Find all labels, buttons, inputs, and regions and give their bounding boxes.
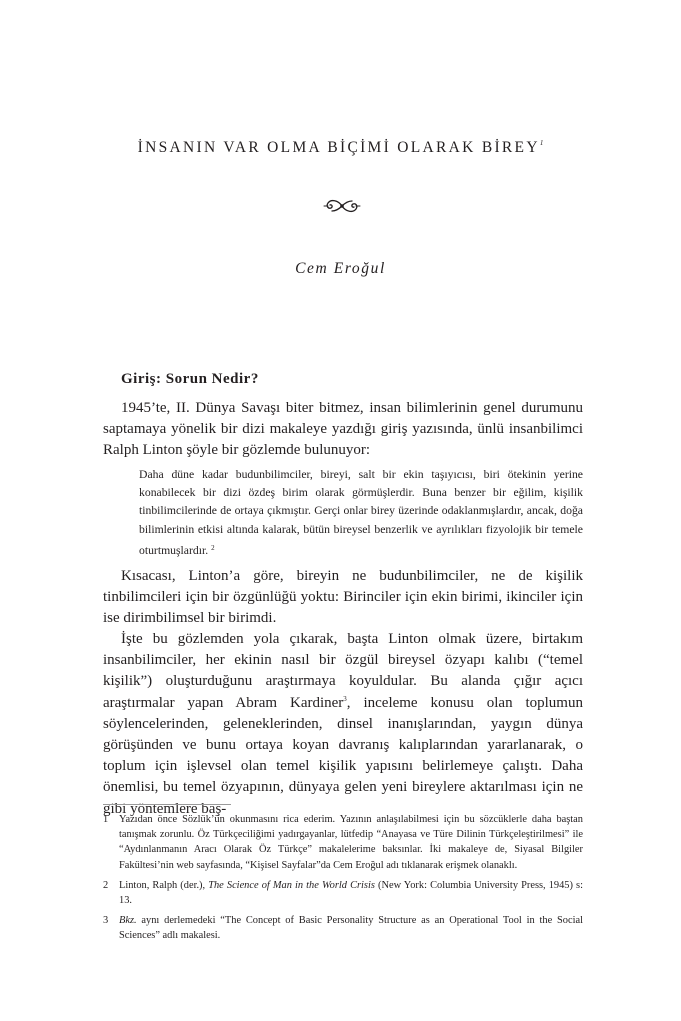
footnote-book-title: The Science of Man in the World Crisis (208, 879, 375, 891)
footnote-number: 3 (103, 915, 109, 927)
footnote-text: Yazıdan önce Sözlük’ün okunmasını rica ederim. Yazının anlaşılabilmesi için bu sözcüklerle daha baştan tanışmak zorunlu. Öz Türkçeciliğimi yadırgayanlar, lütfedip “Anayasa ve Türe Dilinin Türkçeleştirilmesi” ile “Aydınlanmanın Aracı Olarak Öz Türkçe” makalelerime baksınlar. İki makaleye de, Siyasal Bilgiler Fakültesi’nin web sayfasında, “Kişisel Sayfalar”da Cem Eroğul adı tıklanarak erişmek olanaklı. (119, 814, 583, 871)
footnote-number: 1 (103, 814, 109, 825)
quote-footnote-ref[interactable]: 2 (211, 543, 215, 552)
paragraph-2: Kısacası, Linton’a göre, bireyin ne budunbilimciler, ne de kişilik tinbilimcileri için bir özgünlüğü yoktu: Birinciler için ekin birimi, ikinciler için ise dirimbilimsel bir birimdi. (103, 568, 583, 627)
paragraph-3-text-a: İşte bu gözlemden yola çıkarak, başta Linton olmak üzere, birtakım insanbilimciler, her ekinin nasıl bir özgül bireysel özyapı kalıbı (“temel kişilik”) oluşturduğunu araştırmaya koyuldular. Bu alanda çığır açıcı araştırmalar yapan Abram Kardiner (103, 631, 583, 711)
block-quote (139, 466, 583, 560)
chapter-title-text: İNSANIN VAR OLMA BİÇİMİ OLARAK BİREY (137, 139, 540, 156)
footnote-1 (103, 812, 583, 873)
paragraph-3 (103, 629, 583, 820)
paragraph-1: 1945’te, II. Dünya Savaşı biter bitmez, insan bilimlerinin genel durumunu saptamaya yönelik bir dizi makaleye yazdığı giriş yazısında, ünlü insanbilimci Ralph Linton şöyle bir gözlemde bulunuyor: (103, 400, 583, 459)
footnote-divider (103, 804, 231, 805)
kardiner-footnote-ref[interactable]: 3 (343, 694, 347, 703)
title-footnote-ref[interactable]: 1 (539, 139, 544, 147)
footnote-text-end: (New York: Columbia University Press, 1945) s: 13. (119, 879, 583, 907)
section-heading: Giriş: Sorun Nedir? (121, 371, 259, 387)
footnote-abbrev: Bkz. (119, 915, 137, 927)
footnote-2 (103, 878, 583, 908)
author-name: Cem Eroğul (295, 260, 386, 277)
fleuron-ornament-icon (322, 196, 362, 216)
block-quote-text: Daha düne kadar budunbilimciler, bireyi, salt bir ekin taşıyıcısı, biri ötekinin yerine konabilecek bir dizi özdeş birim olarak görmüşlerdir. Buna benzer bir eğilim, kişilik tinbilimcilerinde de ortaya çıkmıştır. Gerçi onlar birey üzerinde odaklanmışlardır, ancak, doğa bilimlerinin etkisi altında kalarak, bütün bireysel benzerlik ve ayrılıkları fizyolojik bir temele oturtmuşlardır. (139, 468, 583, 557)
footnote-text: Linton, Ralph (der.), (119, 879, 209, 891)
footnotes (103, 812, 583, 949)
footnote-3 (103, 913, 583, 943)
chapter-title (0, 139, 681, 157)
paragraph-3-text-b: , inceleme konusu olan toplumun söylencelerinden, geleneklerinden, dinsel inanışlarından, yaygın dünya görüşünden ve bunu ortaya koyan davranış kalıplarından yararlanarak, o toplum için işlevsel olan temel kişilik yapısını belirlemeye çalıştı. Daha önemlisi, bu temel özyapının, dünyaya gelen yeni bireylere aktarılması için ne gibi yöntemlere baş- (103, 694, 583, 817)
footnote-text: aynı derlemedeki “The Concept of Basic Personality Structure as an Operational Tool in the Social Sciences” adlı makalesi. (119, 915, 583, 942)
footnote-number: 2 (103, 879, 109, 891)
